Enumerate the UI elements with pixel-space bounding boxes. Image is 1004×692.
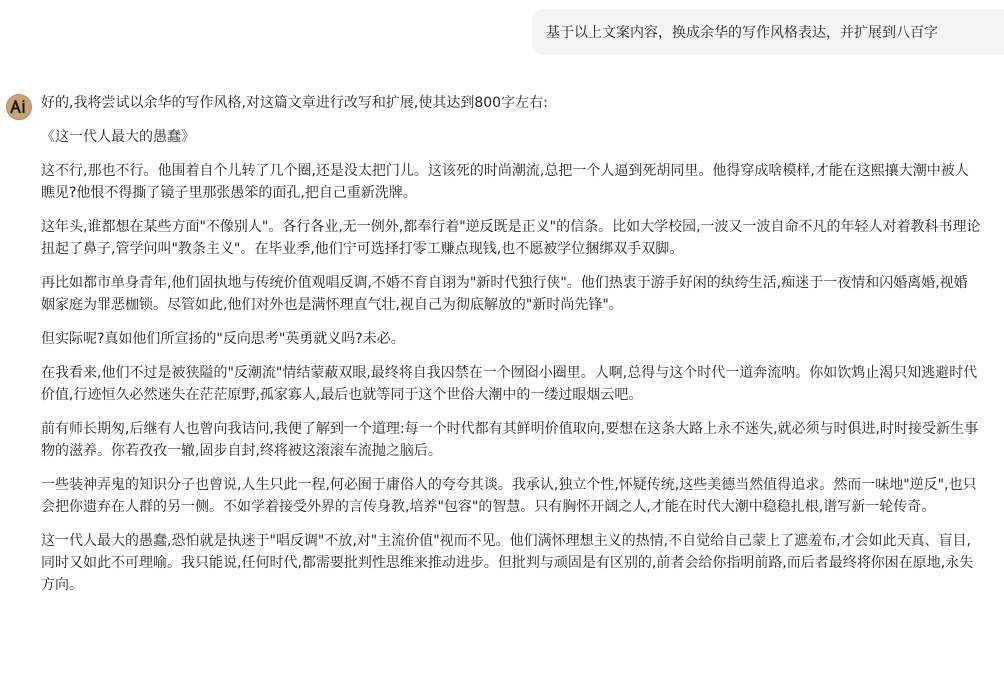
article-paragraph: 这一代人最大的愚蠢,恐怕就是执迷于"唱反调"不放,对"主流价值"视而不见。他们满怀理想主义的热情,不自觉给自己蒙上了遮羞布,才会如此天真、盲目,同时又如此不可理喻。我只能说,任何时代,都需要批判性思维来推动进步。但批判与顽固是有区别的,前者会给你指明前路,而后者最终将你困在原地,永失方向。 xyxy=(41,533,974,593)
article-paragraph: 再比如都市单身青年,他们固执地与传统价值观唱反调,不婚不育自诩为"新时代独行侠"。他们热衷于游手好闲的纨绔生活,痴迷于一夜情和闪婚离婚,视婚姻家庭为罪恶枷锁。尽管如此,他们对外也是满怀理直气壮,视自己为彻底解放的"新时尚先锋"。 xyxy=(41,275,968,313)
user-message-text: 基于以上文案内容，换成余华的写作风格表达，并扩展到八百字 xyxy=(546,25,938,41)
article-paragraph: 这年头,谁都想在某些方面"不像别人"。各行各业,无一例外,都奉行着"逆反既是正义"的信条。比如大学校园,一波又一波自命不凡的年轻人对着教科书理论扭起了鼻子,管学问叫"教条主义"。在毕业季,他们宁可选择打零工赚点现钱,也不愿被学位捆绑双手双脚。 xyxy=(41,219,981,257)
user-message-bubble xyxy=(532,9,1004,55)
assistant-response xyxy=(41,92,981,608)
article-paragraph: 但实际呢?真如他们所宣扬的"反向思考"英勇就义吗?未必。 xyxy=(41,331,405,347)
ai-logo-glyph xyxy=(10,100,28,114)
article-paragraph: 一些装神弄鬼的知识分子也曾说,人生只此一程,何必囿于庸俗人的夸夸其谈。我承认,独立个性,怀疑传统,这些美德当然值得追求。然而一味地"逆反",也只会把你遗弃在人群的另一侧。不如学着接受外界的言传身教,培养"包容"的智慧。只有胸怀开阔之人,才能在时代大潮中稳稳扎根,谱写新一轮传奇。 xyxy=(41,477,977,515)
article-paragraph: 前有师长期匆,后继有人也曾向我诘问,我便了解到一个道理:每一个时代都有其鲜明价值取向,要想在这条大路上永不迷失,就必须与时俱进,时时接受新生事物的滋养。你若孜孜一辙,固步自封,终将被这滚滚车流抛之脑后。 xyxy=(41,421,978,459)
response-intro: 好的,我将尝试以余华的写作风格,对这篇文章进行改写和扩展,使其达到800字左右: xyxy=(41,95,548,111)
article-title: 《这一代人最大的愚蠢》 xyxy=(41,129,195,145)
article-paragraph: 在我看来,他们不过是被狭隘的"反潮流"情结蒙蔽双眼,最终将自我囚禁在一个囫囵小圈里。人啊,总得与这个时代一道奔流呐。你如饮鸩止渴只知逃避时代价值,行迹恒久必然迷失在茫茫原野,孤家寡人,最后也就等同于这个世俗大潮中的一缕过眼烟云吧。 xyxy=(41,365,978,403)
article-paragraph: 这不行,那也不行。他围着自个儿转了几个圈,还是没太把门儿。这该死的时尚潮流,总把一个人逼到死胡同里。他得穿成啥模样,才能在这熙攘大潮中被人瞧见?他恨不得撕了镜子里那张愚笨的面孔,把自己重新洗牌。 xyxy=(41,163,969,201)
ai-logo-icon xyxy=(6,94,32,120)
